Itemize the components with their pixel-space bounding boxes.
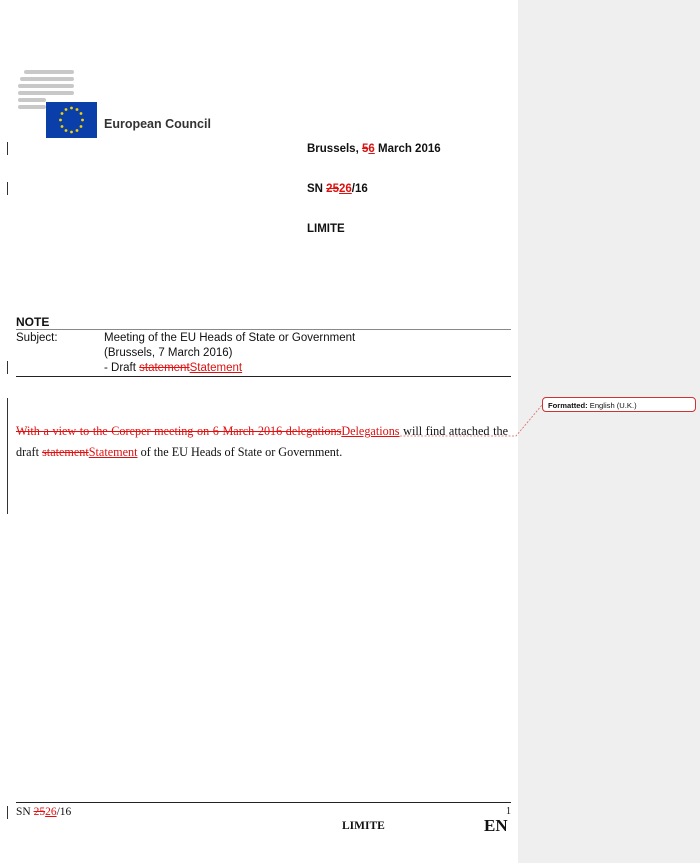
deleted-text[interactable]: statement [139, 362, 190, 374]
document-number: SN 2526/16 [307, 183, 368, 195]
organization-name: European Council [104, 117, 211, 131]
deleted-text[interactable]: statement [42, 445, 89, 459]
deleted-text[interactable]: With a view to the Coreper meeting on 6 March 2016 delegations [16, 424, 342, 438]
deleted-text[interactable]: 5 [361, 143, 369, 155]
inserted-text[interactable]: 6 [368, 143, 375, 155]
footer-classification: LIMITE [342, 820, 385, 832]
deleted-text[interactable]: 25 [33, 806, 46, 818]
footer-document-number: SN 2526/16 [16, 806, 72, 818]
inserted-text[interactable]: 26 [338, 183, 352, 195]
subject-line: - Draft statementStatement [104, 362, 243, 374]
comment-value: English (U.K.) [587, 401, 637, 410]
language-code: EN [484, 816, 508, 835]
note-title: NOTE [16, 315, 50, 329]
document-date: Brussels, 56 March 2016 [307, 143, 441, 155]
inserted-text[interactable]: Statement [88, 445, 138, 459]
inserted-text[interactable]: 26 [45, 806, 57, 818]
formatting-comment-balloon[interactable] [542, 397, 696, 412]
classification-label: LIMITE [307, 223, 345, 235]
subject-label: Subject: [16, 332, 58, 344]
subject-line: (Brussels, 7 March 2016) [104, 347, 233, 359]
page-number: 1 [506, 806, 511, 817]
inserted-text[interactable]: Delegations [341, 424, 400, 438]
comment-label: Formatted: [548, 401, 588, 410]
deleted-text[interactable]: 25 [326, 183, 339, 195]
body-paragraph: With a view to the Coreper meeting on 6 March 2016 delegationsDelegations will find attached the draft statementStatement of the EU Heads of State or Government. [16, 424, 508, 459]
subject-line: Meeting of the EU Heads of State or Government [104, 332, 356, 344]
inserted-text[interactable]: Statement [189, 362, 243, 374]
